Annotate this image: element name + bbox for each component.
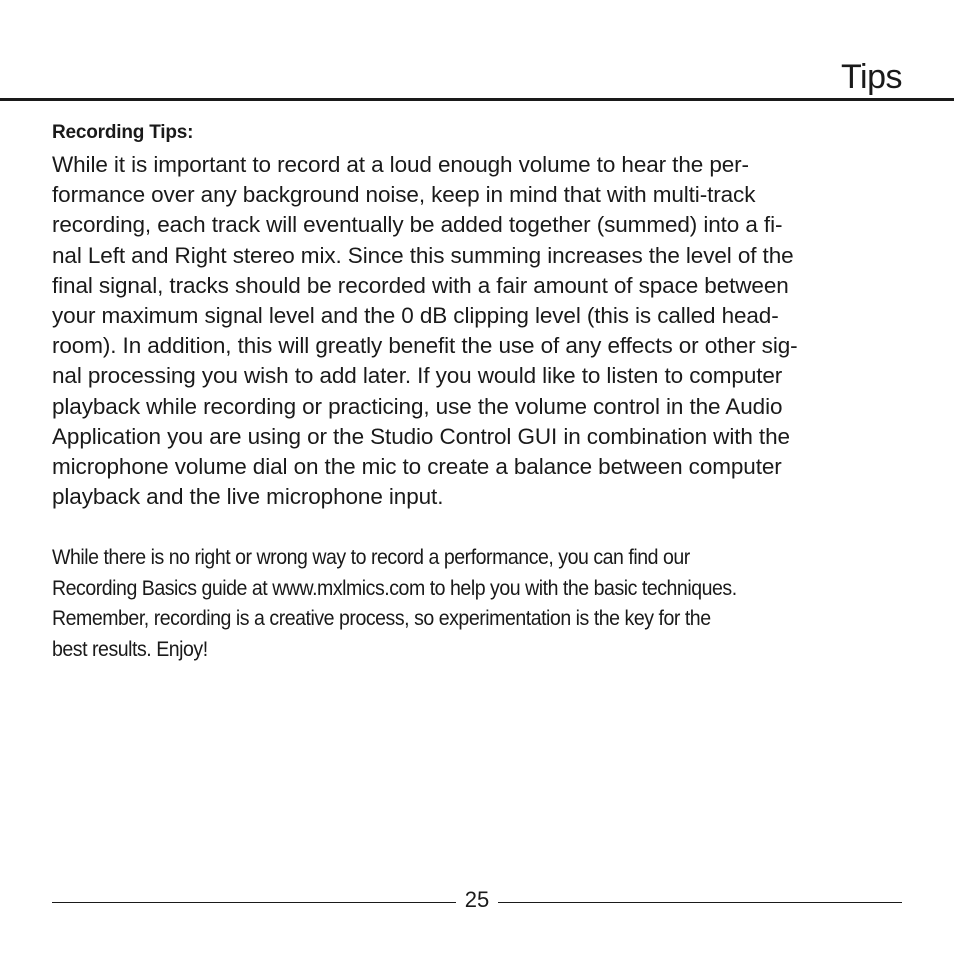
body-line: microphone volume dial on the mic to create a balance between computer [52,454,782,480]
footer-rule-left [52,902,456,903]
body-paragraph [52,150,912,512]
body-line: nal Left and Right stereo mix. Since this summing increases the level of the [52,242,794,268]
body-line: playback while recording or practicing, use the volume control in the Audio [52,393,783,419]
body-line: formance over any background noise, keep in mind that with multi-track [52,182,756,208]
body-line: Application you are using or the Studio Control GUI in combination with the [52,423,790,449]
body-line: your maximum signal level and the 0 dB clipping level (this is called head- [52,303,779,329]
page-number: 25 [464,887,490,912]
header-rule [0,98,954,101]
footer-rule-right [498,902,902,903]
body-line: recording, each track will eventually be added together (summed) into a fi- [52,212,783,238]
secondary-line: While there is no right or wrong way to record a performance, you can find our [52,546,690,569]
body-line: room). In addition, this will greatly benefit the use of any effects or other sig- [52,333,798,359]
secondary-line: Remember, recording is a creative process, so experimentation is the key for the [52,607,711,630]
body-line: playback and the live microphone input. [52,484,444,510]
body-line: nal processing you wish to add later. If you would like to listen to computer [52,363,783,389]
page-title: Tips [841,58,902,96]
body-line: While it is important to record at a loud enough volume to hear the per- [52,152,749,177]
section-heading: Recording Tips: [52,122,194,143]
secondary-line: best results. Enjoy! [52,637,208,661]
secondary-paragraph [52,543,852,665]
secondary-line: Recording Basics guide at www.mxlmics.com to help you with the basic techniques. [52,576,737,600]
body-line: final signal, tracks should be recorded with a fair amount of space between [52,272,789,298]
